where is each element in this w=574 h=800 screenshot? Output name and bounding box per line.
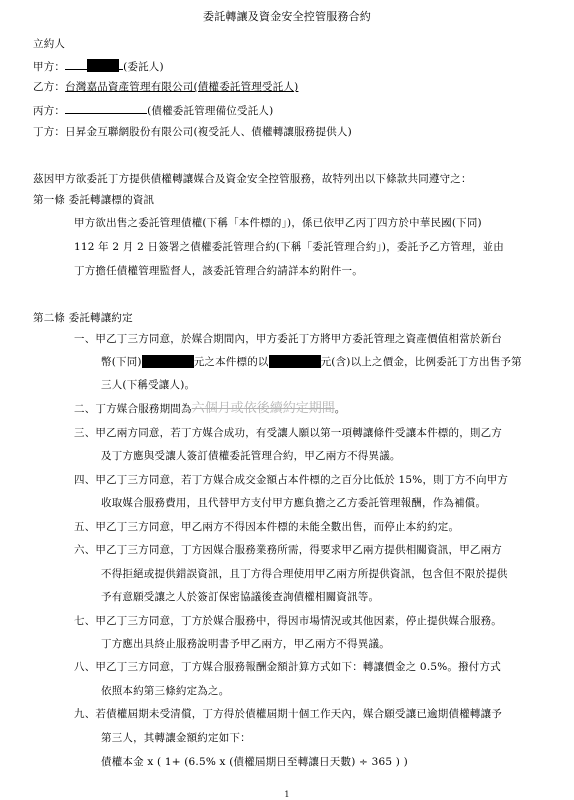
clause6-line: 六、甲乙丁三方同意，丁方因媒合服務業務所需，得要求甲乙兩方提供相關資訊，甲乙兩方 [74, 544, 502, 556]
party-d-line [33, 125, 352, 139]
clause1-text-b: 元之本件標的以 [193, 356, 269, 368]
clause2-text-a: 二、丁方媒合服務期間為 [74, 403, 192, 415]
preamble: 茲因甲方欲委託丁方提供債權轉讓媒合及資金安全控管服務，故特列出以下條款共同遵守之： [33, 173, 472, 185]
clause2-redacted-period: 六個月或依後續約定期間 [191, 401, 335, 416]
article1-line: 丁方擔任債權管理監督人，該委託管理合約請詳本約附件一。 [74, 265, 363, 277]
clause1-redaction-1 [142, 355, 194, 368]
party-b-line [33, 80, 298, 94]
clause3-line: 三、甲乙兩方同意，若丁方媒合成功，有受讓人願以第一項轉讓條件受讓本件標的，則乙方 [74, 427, 502, 439]
party-a-label: 甲方： [33, 61, 66, 73]
party-a-redaction [87, 59, 119, 72]
party-a-role: (委託人) [123, 61, 164, 73]
article1-heading: 第一條 委託轉讓標的資訊 [33, 194, 155, 206]
party-c-blank [65, 102, 147, 114]
party-c-line [33, 102, 273, 118]
document-title: 委託轉讓及資金安全控管服務合約 [203, 10, 371, 23]
clause8-line: 八、甲乙丁三方同意，丁方媒合服務報酬金額計算方式如下：轉讓價金之 0.5%。撥付方式 [74, 661, 501, 673]
clause1-line [101, 355, 522, 369]
parties-heading: 立約人 [33, 38, 66, 50]
party-d-label: 丁方： [33, 126, 66, 138]
clause1-line: 三人(下稱受讓人)。 [101, 379, 196, 391]
page-number: 1 [284, 790, 290, 799]
party-c-role: (債權委託管理備位受託人) [147, 105, 274, 117]
clause9-line: 九、若債權屆期未受清償，丁方得於債權屆期十個工作天內，媒合願受讓已逾期債權轉讓予 [74, 708, 502, 720]
party-a-blank [65, 58, 87, 70]
clause2-text-b: 。 [334, 403, 346, 415]
article1-line: 112 年 2 月 2 日簽署之債權委託管理合約(下稱「委託管理合約」)，委託予乙方管理，並由 [74, 241, 504, 253]
clause1-text-c: 元(含)以上之價金，比例委託丁方出售予第 [320, 356, 522, 368]
clause6-line: 不得拒絕或提供錯誤資訊，且丁方得合理使用甲乙兩方所提供資訊，包含但不限於提供 [101, 568, 508, 580]
clause2-line [74, 402, 345, 416]
clause7-line: 丁方應出具終止服務說明書予甲乙兩方，甲乙兩方不得異議。 [101, 638, 390, 650]
party-b-name: 台灣嘉品資產管理有限公司 [65, 81, 194, 93]
clause4-line: 四、甲乙丁三方同意，若丁方媒合成交金額占本件標的之百分比低於 15%，則丁方不向甲方 [74, 474, 509, 486]
party-a-line [33, 58, 164, 74]
party-d-text: 日昇金互聯網股份有限公司(複受託人、債權轉讓服務提供人) [65, 126, 352, 138]
clause1-redaction-2 [269, 355, 321, 368]
clause4-line: 收取媒合服務費用，且代替甲方支付甲方應負擔之乙方委託管理報酬，作為補償。 [101, 497, 487, 509]
party-b-label: 乙方： [33, 81, 66, 93]
clause8-line: 依照本約第三條約定為之。 [101, 685, 230, 697]
article1-line: 甲方欲出售之委託管理債權(下稱「本件標的」)，係已依甲乙丙丁四方於中華民國(下同) [74, 217, 482, 229]
clause9-line: 第三人，其轉讓金額約定如下： [101, 732, 251, 744]
clause3-line: 及丁方應與受讓人簽訂債權委託管理合約，甲乙兩方不得異議。 [101, 450, 401, 462]
clause5-line: 五、甲乙丁三方同意，甲乙兩方不得因本件標的未能全數出售，而停止本約約定。 [74, 521, 460, 533]
article2-heading: 第二條 委託轉讓約定 [33, 312, 133, 324]
clause9-formula: 債權本金 x ( 1+ (6.5% x (債權屆期日至轉讓日天數) ÷ 365 ) ) [101, 756, 408, 768]
clause1-text-a: 幣(下同) [101, 356, 142, 368]
clause6-line: 予有意願受讓之人於簽訂保密協議後查詢債權相關資訊等。 [101, 591, 380, 603]
clause7-line: 七、甲乙丁三方同意，丁方於媒合服務中，得因市場情況或其他因素，停止提供媒合服務。 [74, 615, 502, 627]
clause1-line: 一、甲乙丁三方同意，於媒合期間內，甲方委託丁方將甲方委託管理之資產價值相當於新台 [74, 333, 502, 345]
party-b-role: (債權委託管理受託人) [193, 81, 299, 93]
party-c-label: 丙方： [33, 105, 66, 117]
